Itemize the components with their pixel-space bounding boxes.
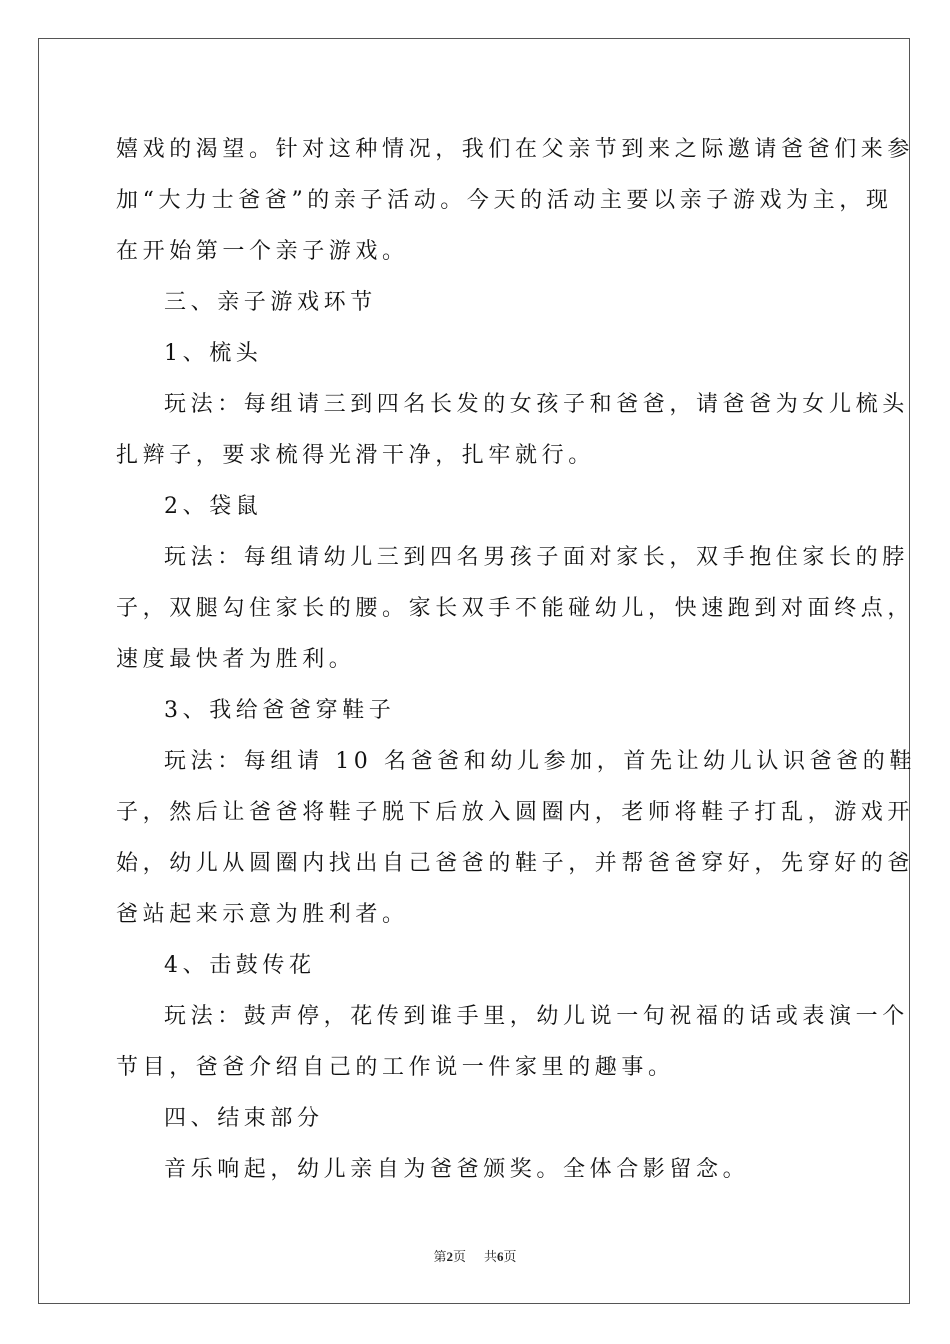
paragraph-line: 加“大力士爸爸”的亲子活动。今天的活动主要以亲子游戏为主，现 [116,188,893,213]
paragraph-line: 音乐响起，幼儿亲自为爸爸颁奖。全体合影留念。 [164,1157,750,1182]
section-heading: 四、结束部分 [164,1106,324,1131]
paragraph-line: 扎辫子，要求梳得光滑干净，扎牢就行。 [116,443,595,468]
page-label-prefix: 第 [433,1249,447,1264]
paragraph-line: 节目，爸爸介绍自己的工作说一件家里的趣事。 [116,1055,675,1080]
game-heading: 4、击鼓传花 [164,953,316,978]
section-heading: 三、亲子游戏环节 [164,290,377,315]
paragraph-line: 嬉戏的渴望。针对这种情况，我们在父亲节到来之际邀请爸爸们来参 [116,137,915,162]
paragraph-line: 玩法：每组请幼儿三到四名男孩子面对家长，双手抱住家长的脖 [164,545,909,570]
paragraph-line: 速度最快者为胜利。 [116,647,356,672]
paragraph-line: 玩法：每组请 10 名爸爸和幼儿参加，首先让幼儿认识爸爸的鞋 [164,749,916,774]
game-heading: 2、袋鼠 [164,494,263,519]
page-label-suffix: 页 [452,1249,466,1264]
game-heading: 1、梳头 [164,341,263,366]
paragraph-line: 爸站起来示意为胜利者。 [116,902,409,927]
paragraph-line: 始，幼儿从圆圈内找出自己爸爸的鞋子，并帮爸爸穿好，先穿好的爸 [116,851,915,876]
paragraph-line: 玩法：鼓声停，花传到谁手里，幼儿说一句祝福的话或表演一个 [164,1004,909,1029]
paragraph-line: 玩法：每组请三到四名长发的女孩子和爸爸，请爸爸为女儿梳头 [164,392,909,417]
paragraph-line: 在开始第一个亲子游戏。 [116,239,409,264]
total-pages: 6 [497,1249,504,1264]
total-label-suffix: 页 [503,1249,517,1264]
paragraph-line: 子，然后让爸爸将鞋子脱下后放入圆圈内，老师将鞋子打乱，游戏开 [116,800,915,825]
page-number: 2 [446,1249,453,1264]
game-heading: 3、我给爸爸穿鞋子 [164,698,396,723]
paragraph-line: 子，双腿勾住家长的腰。家长双手不能碰幼儿，快速跑到对面终点， [116,596,915,621]
total-label-prefix: 共 [484,1249,498,1264]
document-body [116,124,916,1195]
page-footer [0,1246,950,1265]
